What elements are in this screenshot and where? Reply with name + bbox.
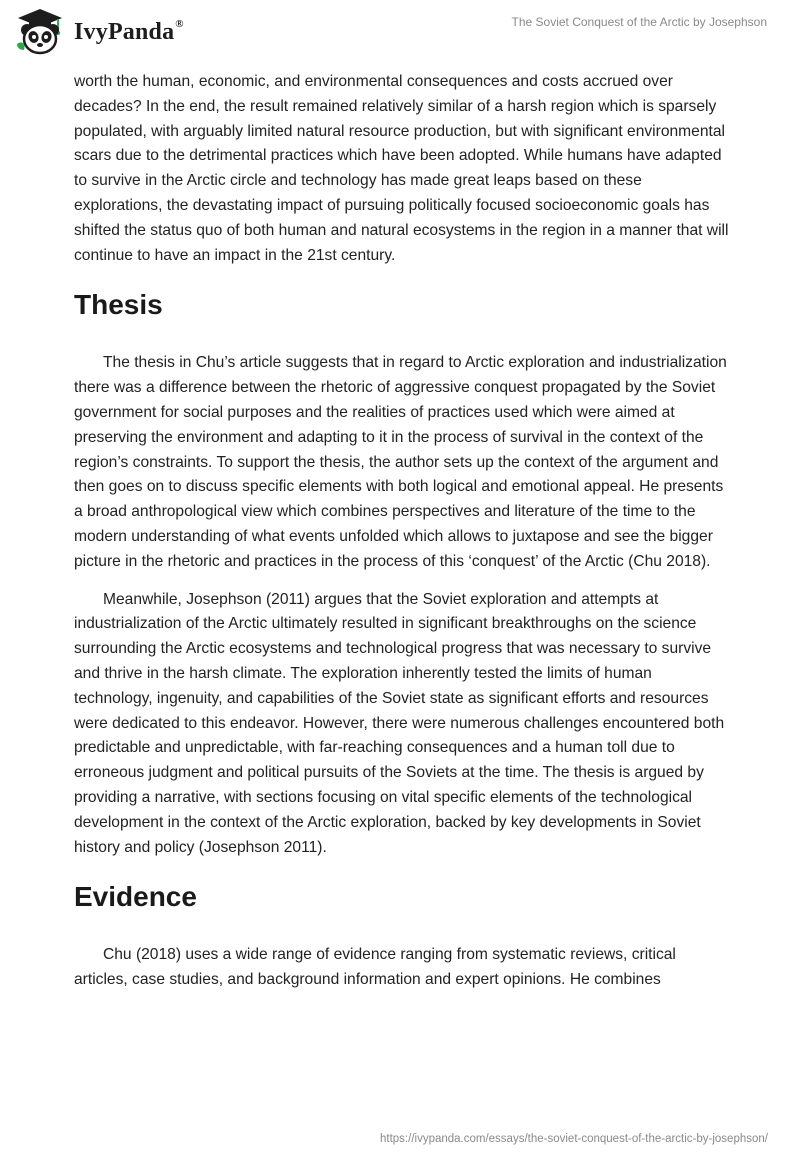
evidence-heading: Evidence xyxy=(74,881,197,913)
thesis-paragraph-1: The thesis in Chu’s article suggests that in regard to Arctic exploration and industrialization there was a difference between the rhetoric of aggressive conquest propagated by the Soviet government for social purposes and the realities of practices used which were aimed at preserving the environment and adapting to it in the process of survival in the context of the region’s constraints. To support the thesis, the author sets up the context of the argument and then goes on to discuss specific elements with both logical and emotional appeal. He presents a broad anthropological view which combines perspectives and literature of the time to the modern understanding of what events unfolded which allows to juxtapose and see the bigger picture in the rhetoric and practices in the process of this ‘conquest’ of the Arctic (Chu 2018). xyxy=(74,354,727,570)
page-header xyxy=(0,0,800,62)
panda-graduate-icon xyxy=(14,6,66,58)
registered-mark: ® xyxy=(175,18,184,30)
brand-logo[interactable] xyxy=(14,6,184,58)
essay-body xyxy=(74,70,729,1006)
thesis-heading: Thesis xyxy=(74,289,163,321)
document-title: The Soviet Conquest of the Arctic by Josephson xyxy=(511,15,767,29)
intro-paragraph: worth the human, economic, and environmental consequences and costs accrued over decades? In the end, the result remained relatively similar of a harsh region which is sparsely populated, with arguably limited natural resource production, but with significant environmental scars due to the detrimental practices which have been adopted. While humans have adapted to survive in the Arctic circle and technology has made great leaps based on these explorations, the devastating impact of pursuing politically focused socioeconomic goals has shifted the status quo of both human and natural ecosystems in the region in a manner that will continue to have an impact in the 21st century. xyxy=(74,73,729,264)
brand-name: IvyPanda® xyxy=(74,18,184,45)
source-url[interactable]: https://ivypanda.com/essays/the-soviet-conquest-of-the-arctic-by-josephson/ xyxy=(380,1133,768,1145)
thesis-paragraph-2: Meanwhile, Josephson (2011) argues that the Soviet exploration and attempts at industrialization of the Arctic ultimately resulted in significant breakthroughs on the science surrounding the Arctic ecosystems and technological progress that was necessary to survive and thrive in the harsh climate. The exploration inherently tested the limits of human technology, ingenuity, and capabilities of the Soviet state as significant efforts and resources were dedicated to this endeavor. However, there were numerous challenges encountered both predictable and unpredictable, with far-reaching consequences and a human toll due to erroneous judgment and political pursuits of the Soviets at the time. The thesis is argued by providing a narrative, with sections focusing on vital specific elements of the technological development in the context of the Arctic exploration, backed by key developments in Soviet history and policy (Josephson 2011). xyxy=(74,590,725,856)
evidence-paragraph-1: Chu (2018) uses a wide range of evidence ranging from systematic reviews, critical articles, case studies, and background information and expert opinions. He combines xyxy=(74,946,676,989)
